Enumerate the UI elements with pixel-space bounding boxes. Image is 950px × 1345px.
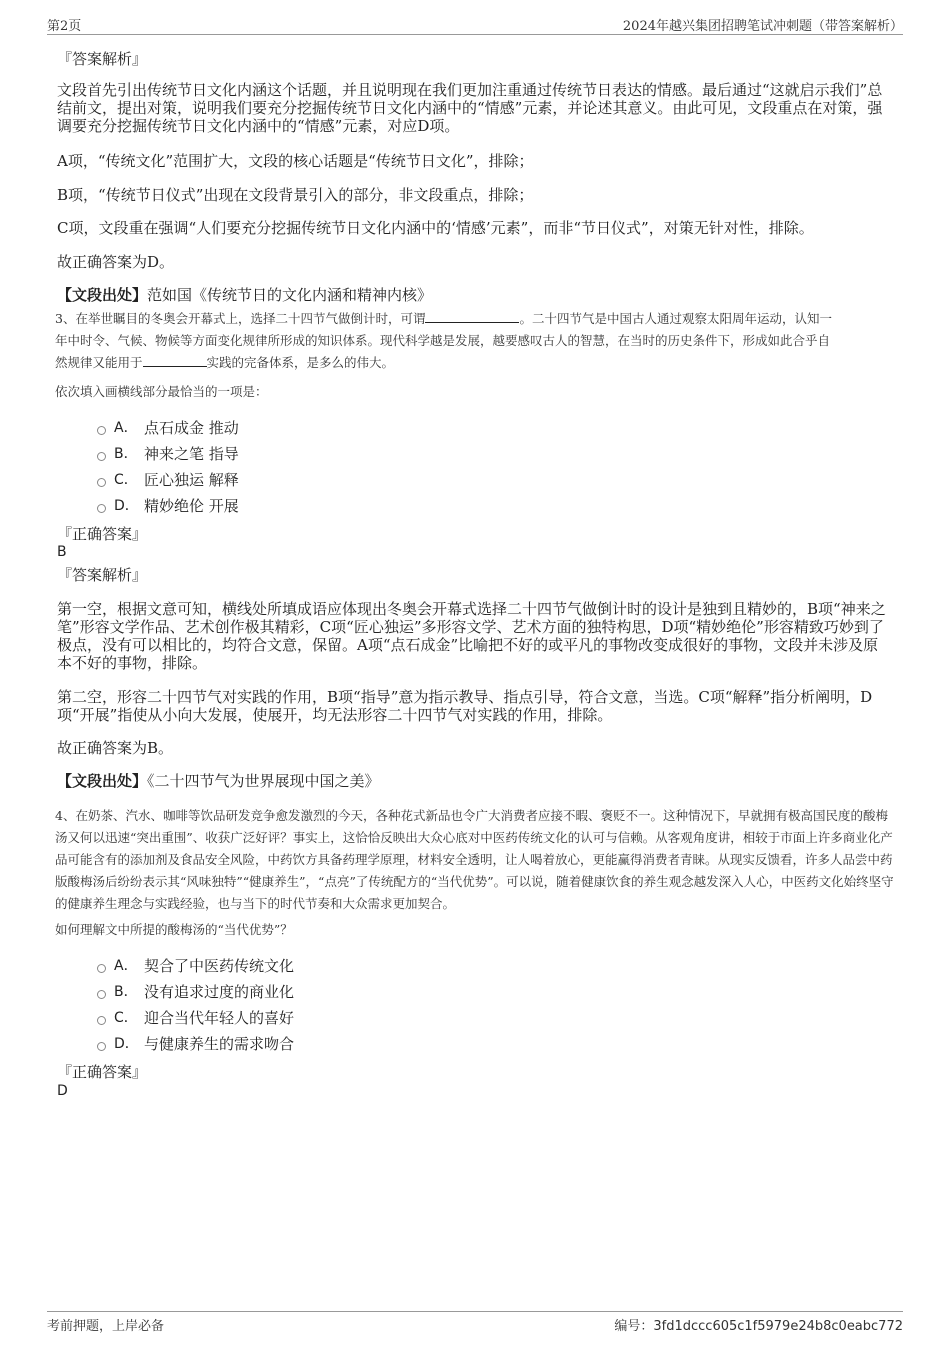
source-label: 【文段出处】: [57, 286, 148, 304]
radio-icon[interactable]: [97, 990, 106, 999]
document-title: 2024年越兴集团招聘笔试冲刺题（带答案解析）: [622, 19, 903, 34]
radio-icon[interactable]: [97, 1016, 106, 1025]
answer-label: 『正确答案』: [57, 1063, 148, 1081]
question-3-stem: [55, 308, 895, 374]
stem-line: 年中时令、气候、物候等方面变化规律所形成的知识体系。现代科学越是发展，越要感叹古人的智慧，在当时的历史条件下，形成如此合乎自: [55, 333, 831, 348]
analysis-label: 『答案解析』: [57, 566, 148, 584]
q4-option-b[interactable]: B． 没有追求过度的商业化: [97, 983, 294, 1001]
analysis-paragraph: 文段首先引出传统节日文化内涵这个话题，并且说明现在我们更加注重通过传统节日表达的情感。最后通过“这就启示我们”总结前文，提出对策，说明我们要充分挖掘传统节日文化内涵中的“情感”元素，并论述其意义。由此可见，文段重点在对策，强调要充分挖掘传统节日文化内涵中的“情感”元素，对应D项。: [57, 81, 883, 135]
answer-value: D: [57, 1083, 68, 1099]
source-text: 《二十四节气为世界展现中国之美》: [147, 772, 380, 790]
q3-option-c[interactable]: C． 匠心独运 解释: [97, 471, 239, 489]
source-text: 范如国《传统节日的文化内涵和精神内核》: [147, 286, 433, 304]
radio-icon[interactable]: [97, 478, 106, 487]
page-header: [47, 14, 903, 35]
source-line: [57, 286, 432, 304]
analysis-option-b: B项，“传统节日仪式”出现在文段背景引入的部分，非文段重点，排除；: [57, 186, 534, 204]
source-label: 【文段出处】: [57, 772, 148, 790]
analysis-conclusion: 故正确答案为D。: [57, 253, 175, 271]
radio-icon[interactable]: [97, 964, 106, 973]
analysis-option-a: A项，“传统文化”范围扩大，文段的核心话题是“传统节日文化”，排除；: [57, 152, 534, 170]
radio-icon[interactable]: [97, 1042, 106, 1051]
document-code: 编号：3fd1dccc605c1f5979e24b8c0eabc772: [614, 1319, 903, 1334]
q4-option-c[interactable]: C． 迎合当代年轻人的喜好: [97, 1009, 294, 1027]
radio-icon[interactable]: [97, 504, 106, 513]
q4-option-a[interactable]: A． 契合了中医药传统文化: [97, 957, 294, 975]
page-number: 第2页: [47, 19, 82, 34]
question-4-prompt: 如何理解文中所提的酸梅汤的“当代优势”？: [55, 922, 293, 937]
question-3-prompt: 依次填入画横线部分最恰当的一项是：: [55, 384, 268, 399]
footer-slogan: 考前押题，上岸必备: [47, 1319, 165, 1334]
question-4-stem: 4、在奶茶、汽水、咖啡等饮品研发竞争愈发激烈的今天，各种花式新品也令广大消费者应接不暇、褒贬不一。这种情况下，早就拥有极高国民度的酸梅汤又何以迅速“突出重围”、收获广泛好评？事实上，这恰恰反映出大众心底对中医药传统文化的认可与信赖。从客观角度讲，相较于市面上许多商业化产品可能含有的添加剂及食品安全风险，中药饮方具备药理学原理，材料安全透明，让人喝着放心，更能赢得消费者青睐。从现实反馈看，许多人品尝中药版酸梅汤后纷纷表示其“风味独特”“健康养生”，“点亮”了传统配方的“当代优势”。可以说，随着健康饮食的养生观念越发深入人心，中医药文化始终坚守的健康养生理念与实践经验，也与当下的时代节奏和大众需求更加契合。: [55, 808, 894, 911]
stem-line: 然规律又能用于 实践的完备体系，是多么的伟大。: [55, 355, 395, 370]
radio-icon[interactable]: [97, 452, 106, 461]
source-line: [57, 772, 380, 790]
page-footer: [47, 1311, 903, 1336]
q3-option-a[interactable]: A． 点石成金 推动: [97, 419, 239, 437]
analysis-paragraph: 第一空，根据文意可知，横线处所填成语应体现出冬奥会开幕式选择二十四节气做倒计时的设计是独到且精妙的，B项“神来之笔”形容文学作品、艺术创作极其精彩，C项“匠心独运”多形容文学、艺术方面的独特构思，D项“精妙绝伦”形容精致巧妙到了极点，没有可以相比的，均符合文意，保留。A项“点石成金”比喻把不好的或平凡的事物改变成很好的事物，文段并未涉及原本不好的事物，排除。: [57, 600, 886, 672]
answer-label: 『正确答案』: [57, 525, 148, 543]
q3-option-d[interactable]: D． 精妙绝伦 开展: [97, 497, 239, 515]
fill-blank-1: [425, 309, 519, 323]
fill-blank-2: [143, 353, 207, 367]
q4-option-d[interactable]: D． 与健康养生的需求吻合: [97, 1035, 294, 1053]
analysis-paragraph: 第二空，形容二十四节气对实践的作用，B项“指导”意为指示教导、指点引导，符合文意，当选。C项“解释”指分析阐明，D项“开展”指使从小向大发展，使展开，均无法形容二十四节气对实践的作用，排除。: [57, 688, 873, 724]
radio-icon[interactable]: [97, 426, 106, 435]
analysis-option-c: C项，文段重在强调“人们要充分挖掘传统节日文化内涵中的‘情感’元素”，而非“节日仪式”，对策无针对性，排除。: [57, 219, 814, 237]
q3-option-b[interactable]: B． 神来之笔 指导: [97, 445, 239, 463]
stem-line: 3、在举世瞩目的冬奥会开幕式上，选择二十四节气做倒计时，可谓 。二十四节气是中国古人通过观察太阳周年运动，认知一: [55, 311, 832, 326]
analysis-label: 『答案解析』: [57, 50, 148, 68]
answer-value: B: [57, 544, 67, 560]
analysis-conclusion: 故正确答案为B。: [57, 739, 174, 757]
